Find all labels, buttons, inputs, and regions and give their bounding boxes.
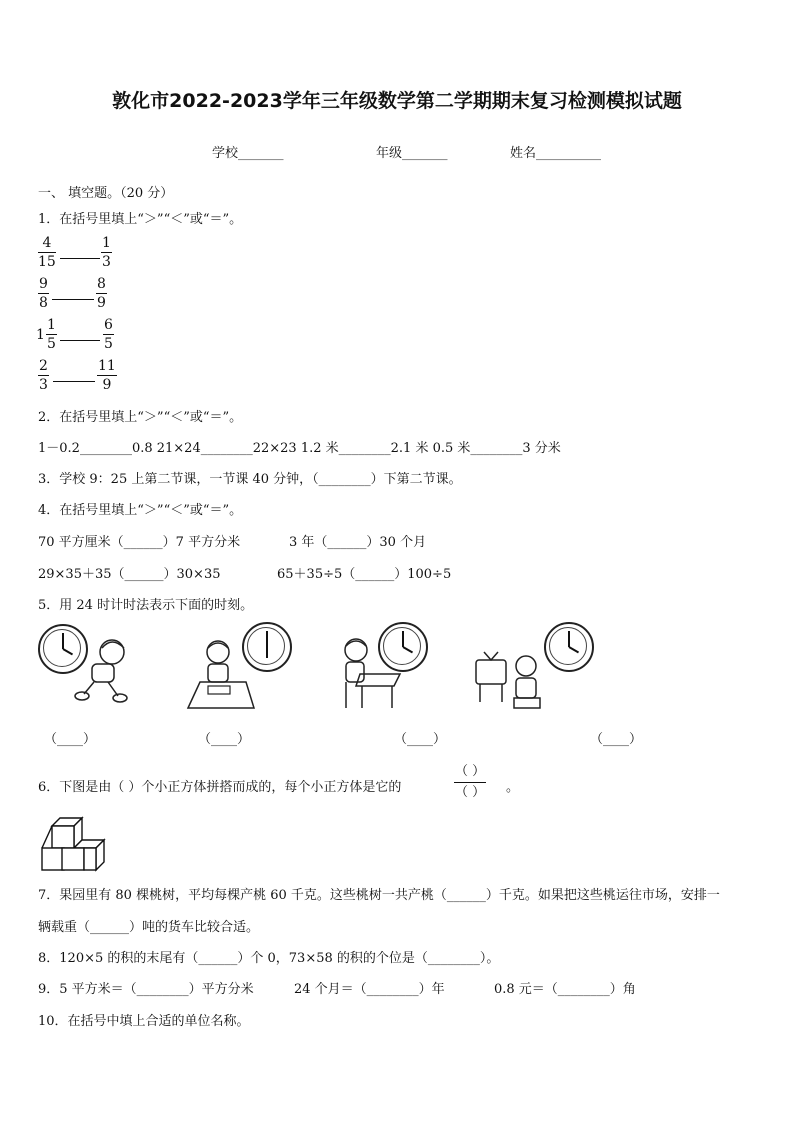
question-8[interactable]: 8．120×5 的积的末尾有（______）个 0，73×58 的积的个位是（________）。 (38, 951, 500, 966)
grade-field[interactable]: 年级_______ (376, 146, 448, 161)
child-watching-tv-icon (474, 650, 546, 712)
question-3[interactable]: 3．学校 9：25 上第二节课，一节课 40 分钟，（________）下第二节课。 (38, 472, 462, 487)
answer-fraction[interactable]: （ ） （ ） (455, 764, 486, 800)
running-child-icon (70, 636, 136, 706)
answer-blank-1[interactable]: （____） (44, 732, 97, 747)
question-4-item-b[interactable]: 3 年（______）30 个月 (289, 535, 427, 550)
clock-icon (378, 622, 428, 672)
answer-blank[interactable] (60, 340, 100, 341)
question-7-line-1[interactable]: 7．果园里有 80 棵桃树，平均每棵产桃 60 千克。这些桃树一共产桃（______）千克。如果把这些桃运往市场，安排一 (38, 888, 720, 903)
question-2: 2．在括号里填上“＞”“＜”或“＝”。 (38, 410, 243, 425)
section-heading: 一、 填空题。（20 分） (38, 186, 174, 201)
clock-icon (544, 622, 594, 672)
question-4-item-c[interactable]: 29×35＋35（______）30×35 (38, 567, 221, 582)
school-field[interactable]: 学校_______ (212, 146, 284, 161)
question-4-item-a[interactable]: 70 平方厘米（______）7 平方分米 (38, 535, 241, 550)
fraction-left: $\frac{4}{15}$ (38, 235, 56, 270)
fraction-left: $\frac{1}{5}$ (47, 317, 56, 352)
answer-blank-3[interactable]: （____） (394, 732, 447, 747)
fraction-left: $\frac{9}{8}$ (39, 276, 48, 311)
answer-blank[interactable] (60, 258, 100, 259)
question-9-item-a[interactable]: 9．5 平方米＝（________）平方分米 (38, 982, 254, 997)
question-6[interactable]: 6．下图是由（ ）个小正方体拼搭而成的，每个小正方体是它的 (38, 780, 402, 795)
question-6-end: 。 (506, 780, 520, 795)
whole-number: 1 (36, 327, 45, 343)
name-field[interactable]: 姓名__________ (510, 146, 602, 161)
question-4: 4．在括号里填上“＞”“＜”或“＝”。 (38, 503, 243, 518)
answer-blank[interactable] (52, 299, 94, 300)
answer-blank-2[interactable]: （____） (198, 732, 251, 747)
fraction-left: $\frac{2}{3}$ (39, 358, 48, 393)
question-2-items[interactable]: 1－0.2________0.8 21×24________22×23 1.2 米________2.1 米 0.5 米________3 分米 (38, 441, 561, 456)
fraction-right: $\frac{6}{5}$ (104, 317, 113, 352)
answer-blank[interactable] (53, 381, 95, 382)
clock-icon (242, 622, 292, 672)
question-1: 1．在括号里填上“＞”“＜”或“＝”。 (38, 212, 243, 227)
question-9-item-b[interactable]: 24 个月＝（________）年 (294, 982, 445, 997)
cube-figure (40, 814, 110, 876)
page-title: 敦化市2022-2023学年三年级数学第二学期期末复习检测模拟试题 (112, 90, 682, 112)
question-10: 10．在括号中填上合适的单位名称。 (38, 1014, 250, 1029)
fraction-right: $\frac{1}{3}$ (102, 235, 111, 270)
question-4-item-d[interactable]: 65＋35÷5（______）100÷5 (277, 567, 452, 582)
question-9-item-c[interactable]: 0.8 元＝（________）角 (494, 982, 636, 997)
answer-blank-4[interactable]: （____） (590, 732, 643, 747)
cube-stack-icon (40, 814, 110, 876)
question-5: 5．用 24 时计时法表示下面的时刻。 (38, 598, 254, 613)
fraction-right: $\frac{8}{9}$ (97, 276, 106, 311)
fraction-right: $\frac{11}{9}$ (98, 358, 116, 393)
question-7-line-2[interactable]: 辆载重（______）吨的货车比较合适。 (38, 920, 260, 935)
